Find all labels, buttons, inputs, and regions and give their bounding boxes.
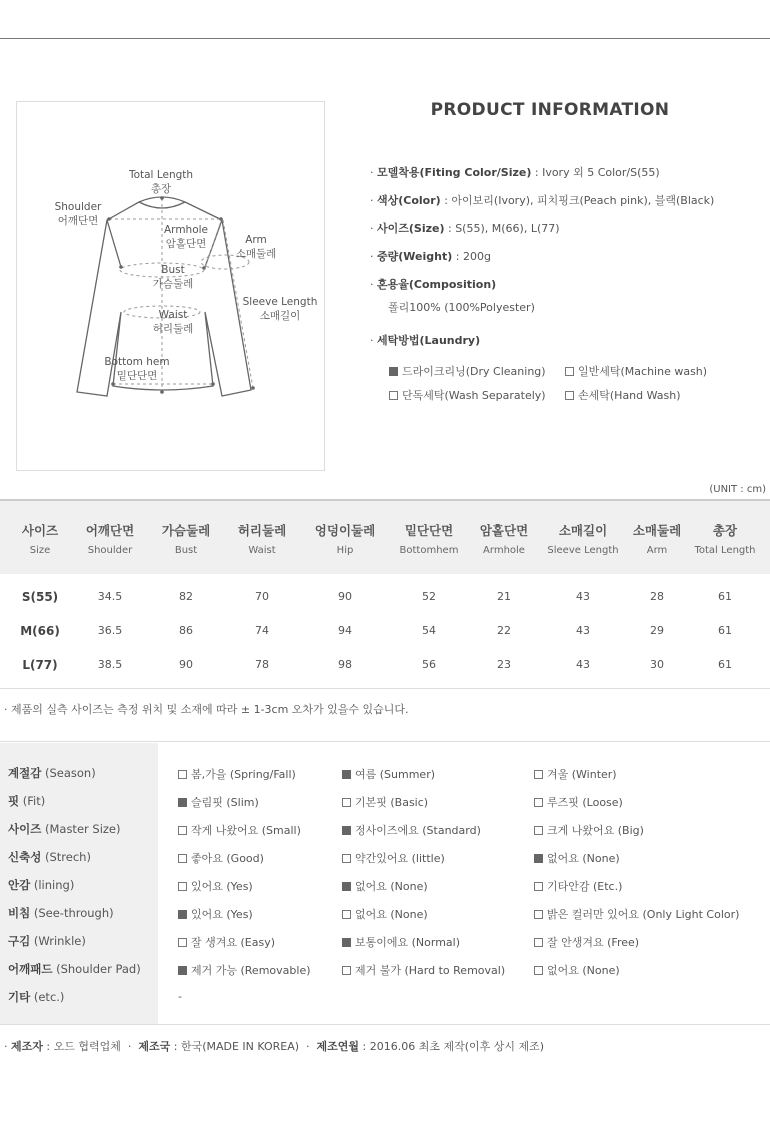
checkbox-checked-icon	[342, 770, 351, 779]
size-cell: 78	[255, 658, 269, 671]
size-row-label: M(66)	[20, 624, 60, 638]
attribute-option	[342, 822, 481, 838]
fitting-row: · 모델착용(Fiting Color/Size) : Ivory 외 5 Color/S(55)	[370, 166, 660, 179]
col-header-ko: 소매길이	[558, 523, 608, 538]
attribute-label	[8, 849, 91, 865]
option-label: 슬림핏 (Slim)	[191, 796, 259, 809]
top-divider	[0, 38, 770, 39]
option-label: 정사이즈에요 (Standard)	[355, 824, 481, 837]
laundry-dry-cleaning: 드라이크리닝(Dry Cleaning)	[389, 363, 546, 379]
checkbox-empty-icon	[178, 770, 187, 779]
laundry-machine-wash: 일반세탁(Machine wash)	[565, 363, 707, 379]
attribute-option	[178, 766, 296, 782]
size-cell: 56	[422, 658, 436, 671]
col-header-ko: 총장	[712, 523, 738, 538]
shoulder-label: Shoulder 어깨단면	[54, 201, 102, 227]
size-row-label: S(55)	[21, 590, 59, 604]
checkbox-empty-icon	[342, 966, 351, 975]
col-header-en: Size	[29, 545, 51, 556]
size-cell: 90	[338, 590, 352, 603]
col-header-ko: 밑단단면	[404, 523, 454, 538]
bottom-hem-label: Bottom hem 밑단단면	[104, 356, 170, 382]
size-cell: 61	[718, 658, 732, 671]
attribute-label	[8, 961, 141, 977]
option-label: 잘 생겨요 (Easy)	[191, 936, 276, 949]
attribute-name-ko: 사이즈	[8, 822, 42, 836]
size-cell: 23	[497, 658, 511, 671]
attribute-name-ko: 계절감	[8, 766, 42, 780]
size-cell: 54	[422, 624, 436, 637]
checkbox-empty-icon	[534, 798, 543, 807]
divider	[0, 688, 770, 689]
option-label: 없어요 (None)	[355, 880, 428, 893]
attribute-name-ko: 핏	[8, 794, 20, 808]
col-header-en: Total Length	[694, 545, 756, 556]
checkbox-empty-icon	[178, 826, 187, 835]
checkbox-checked-icon	[178, 798, 187, 807]
attribute-name-ko: 신축성	[8, 850, 42, 864]
composition-value: 폴리100% (100%Polyester)	[388, 301, 535, 314]
size-cell: 52	[422, 590, 436, 603]
checkbox-empty-icon	[342, 854, 351, 863]
size-cell: 22	[497, 624, 511, 637]
attribute-option	[178, 934, 275, 950]
option-label: 보통이에요 (Normal)	[355, 936, 461, 949]
attribute-name-ko: 어깨패드	[8, 962, 53, 976]
size-table-header	[0, 499, 770, 574]
unit-label: (UNIT : cm)	[709, 484, 766, 495]
attribute-option	[534, 934, 639, 950]
attribute-option	[534, 822, 644, 838]
col-header-ko: 허리둘레	[237, 523, 287, 538]
attribute-option	[342, 850, 445, 866]
arm-label: Arm 소매둘레	[235, 234, 277, 260]
attribute-option	[534, 878, 622, 894]
option-label: 여름 (Summer)	[355, 768, 436, 781]
size-row: · 사이즈(Size) : S(55), M(66), L(77)	[370, 222, 560, 235]
attribute-label	[8, 933, 86, 949]
option-label: 루즈핏 (Loose)	[547, 796, 623, 809]
attribute-value: -	[178, 990, 182, 1003]
laundry-wash-separately: 단독세탁(Wash Separately)	[389, 387, 546, 403]
size-cell: 74	[255, 624, 269, 637]
size-cell: 43	[576, 658, 590, 671]
size-cell: 28	[650, 590, 664, 603]
product-info-title: PRODUCT INFORMATION	[430, 100, 670, 120]
size-cell: 29	[650, 624, 664, 637]
col-header-en: Waist	[248, 545, 276, 556]
size-cell: 98	[338, 658, 352, 671]
attribute-option	[534, 794, 623, 810]
checkbox-checked-icon	[534, 854, 543, 863]
checkbox-empty-icon	[178, 938, 187, 947]
size-cell: 30	[650, 658, 664, 671]
option-label: 겨울 (Winter)	[547, 768, 617, 781]
attribute-name-en: (Season)	[44, 766, 96, 780]
measurement-diagram	[16, 101, 325, 471]
checkbox-empty-icon	[342, 910, 351, 919]
col-header-ko: 엉덩이둘레	[314, 523, 376, 538]
attribute-option	[178, 794, 259, 810]
size-cell: 94	[338, 624, 352, 637]
option-label: 잘 안생겨요 (Free)	[547, 936, 640, 949]
size-cell: 61	[718, 624, 732, 637]
bust-label: Bust 가슴둘레	[152, 264, 194, 290]
option-label: 약간있어요 (little)	[355, 852, 445, 865]
divider	[0, 741, 770, 742]
attribute-label	[8, 765, 96, 781]
size-cell: 36.5	[97, 624, 123, 637]
checkbox-checked-icon	[178, 966, 187, 975]
checkbox-empty-icon	[389, 391, 398, 400]
laundry-hand-wash: 손세탁(Hand Wash)	[565, 387, 681, 403]
col-header-ko: 가슴둘레	[161, 523, 211, 538]
attribute-option	[342, 766, 435, 782]
attribute-label	[8, 821, 121, 837]
size-row-label: L(77)	[22, 658, 58, 672]
attribute-label	[8, 905, 114, 921]
col-header-ko: 소매둘레	[632, 523, 682, 538]
checkbox-empty-icon	[534, 826, 543, 835]
checkbox-empty-icon	[534, 770, 543, 779]
size-cell: 43	[576, 624, 590, 637]
total-length-label: Total Length 총장	[128, 169, 194, 195]
col-header-en: Bottomhem	[399, 545, 459, 556]
divider	[0, 1024, 770, 1025]
attribute-option	[534, 962, 620, 978]
attribute-option	[342, 878, 428, 894]
checkbox-empty-icon	[565, 391, 574, 400]
checkbox-checked-icon	[342, 938, 351, 947]
attribute-label	[8, 989, 64, 1005]
checkbox-empty-icon	[534, 938, 543, 947]
col-header-en: Shoulder	[87, 545, 133, 556]
attribute-option	[178, 906, 253, 922]
size-cell: 43	[576, 590, 590, 603]
attribute-name-ko: 기타	[8, 990, 31, 1004]
attribute-name-ko: 안감	[8, 878, 31, 892]
size-note: · 제품의 실측 사이즈는 측정 위치 및 소재에 따라 ± 1-3cm 오차가 있을수 있습니다.	[4, 703, 409, 716]
attribute-option	[178, 962, 311, 978]
waist-label: Waist 허리둘레	[152, 309, 194, 335]
attribute-option	[534, 906, 739, 922]
size-cell: 90	[179, 658, 193, 671]
attribute-option	[342, 934, 460, 950]
checkbox-empty-icon	[178, 882, 187, 891]
color-row: · 색상(Color) : 아이보리(Ivory), 피치핑크(Peach pink), 블랙(Black)	[370, 194, 715, 207]
attribute-option	[342, 906, 428, 922]
option-label: 있어요 (Yes)	[191, 908, 253, 921]
size-cell: 21	[497, 590, 511, 603]
col-header-ko: 어깨단면	[85, 523, 135, 538]
attribute-name-ko: 구김	[8, 934, 31, 948]
checkbox-checked-icon	[342, 882, 351, 891]
option-label: 좋아요 (Good)	[191, 852, 264, 865]
size-cell: 34.5	[97, 590, 123, 603]
attribute-option	[534, 766, 617, 782]
option-label: 없어요 (None)	[355, 908, 428, 921]
option-label: 없어요 (None)	[547, 852, 620, 865]
checkbox-checked-icon	[178, 910, 187, 919]
attribute-option	[342, 962, 505, 978]
composition-row: · 혼용율(Composition)	[370, 278, 497, 291]
attribute-name-en: (etc.)	[33, 990, 65, 1004]
size-cell: 70	[255, 590, 269, 603]
attribute-name-en: (Master Size)	[44, 822, 121, 836]
checkbox-empty-icon	[342, 798, 351, 807]
col-header-en: Armhole	[483, 545, 525, 556]
checkbox-empty-icon	[178, 854, 187, 863]
size-cell: 82	[179, 590, 193, 603]
attribute-name-en: (Wrinkle)	[33, 934, 86, 948]
manufacturer-info: · 제조자 : 오드 협력업체 · 제조국 : 한국(MADE IN KOREA) · 제조연월 : 2016.06 최초 제작(이후 상시 제조)	[4, 1040, 545, 1053]
attribute-name-en: (Fit)	[22, 794, 46, 808]
col-header-ko: 암홀단면	[479, 523, 529, 538]
attribute-option	[342, 794, 428, 810]
option-label: 밝은 컬러만 있어요 (Only Light Color)	[547, 908, 740, 921]
attribute-option	[178, 850, 264, 866]
size-cell: 38.5	[97, 658, 123, 671]
checkbox-empty-icon	[534, 910, 543, 919]
option-label: 기타안감 (Etc.)	[547, 880, 623, 893]
attribute-name-en: (Shoulder Pad)	[56, 962, 141, 976]
attribute-label	[8, 877, 74, 893]
option-label: 없어요 (None)	[547, 964, 620, 977]
col-header-en: Arm	[646, 545, 668, 556]
attribute-option	[534, 850, 620, 866]
attribute-option	[178, 822, 301, 838]
option-label: 있어요 (Yes)	[191, 880, 253, 893]
size-cell: 86	[179, 624, 193, 637]
attribute-name-en: (See-through)	[33, 906, 114, 920]
col-header-en: Bust	[174, 545, 198, 556]
checkbox-checked-icon	[389, 367, 398, 376]
option-label: 제거 불가 (Hard to Removal)	[355, 964, 506, 977]
option-label: 크게 나왔어요 (Big)	[547, 824, 644, 837]
checkbox-empty-icon	[565, 367, 574, 376]
checkbox-empty-icon	[534, 882, 543, 891]
laundry-row: · 세탁방법(Laundry)	[370, 334, 481, 347]
attribute-label	[8, 793, 45, 809]
col-header-en: Hip	[336, 545, 354, 556]
col-header-ko: 사이즈	[21, 523, 59, 538]
sleeve-length-label: Sleeve Length 소매길이	[242, 296, 318, 322]
attribute-name-en: (Strech)	[44, 850, 91, 864]
attribute-name-ko: 비침	[8, 906, 31, 920]
option-label: 제거 가능 (Removable)	[191, 964, 311, 977]
option-label: 작게 나왔어요 (Small)	[191, 824, 301, 837]
option-label: 봄,가을 (Spring/Fall)	[191, 768, 296, 781]
armhole-label: Armhole 암홀단면	[164, 224, 208, 250]
checkbox-empty-icon	[534, 966, 543, 975]
size-cell: 61	[718, 590, 732, 603]
attribute-option	[178, 878, 253, 894]
weight-row: · 중량(Weight) : 200g	[370, 250, 491, 263]
col-header-en: Sleeve Length	[547, 545, 619, 556]
option-label: 기본핏 (Basic)	[355, 796, 429, 809]
checkbox-checked-icon	[342, 826, 351, 835]
attribute-name-en: (lining)	[33, 878, 75, 892]
